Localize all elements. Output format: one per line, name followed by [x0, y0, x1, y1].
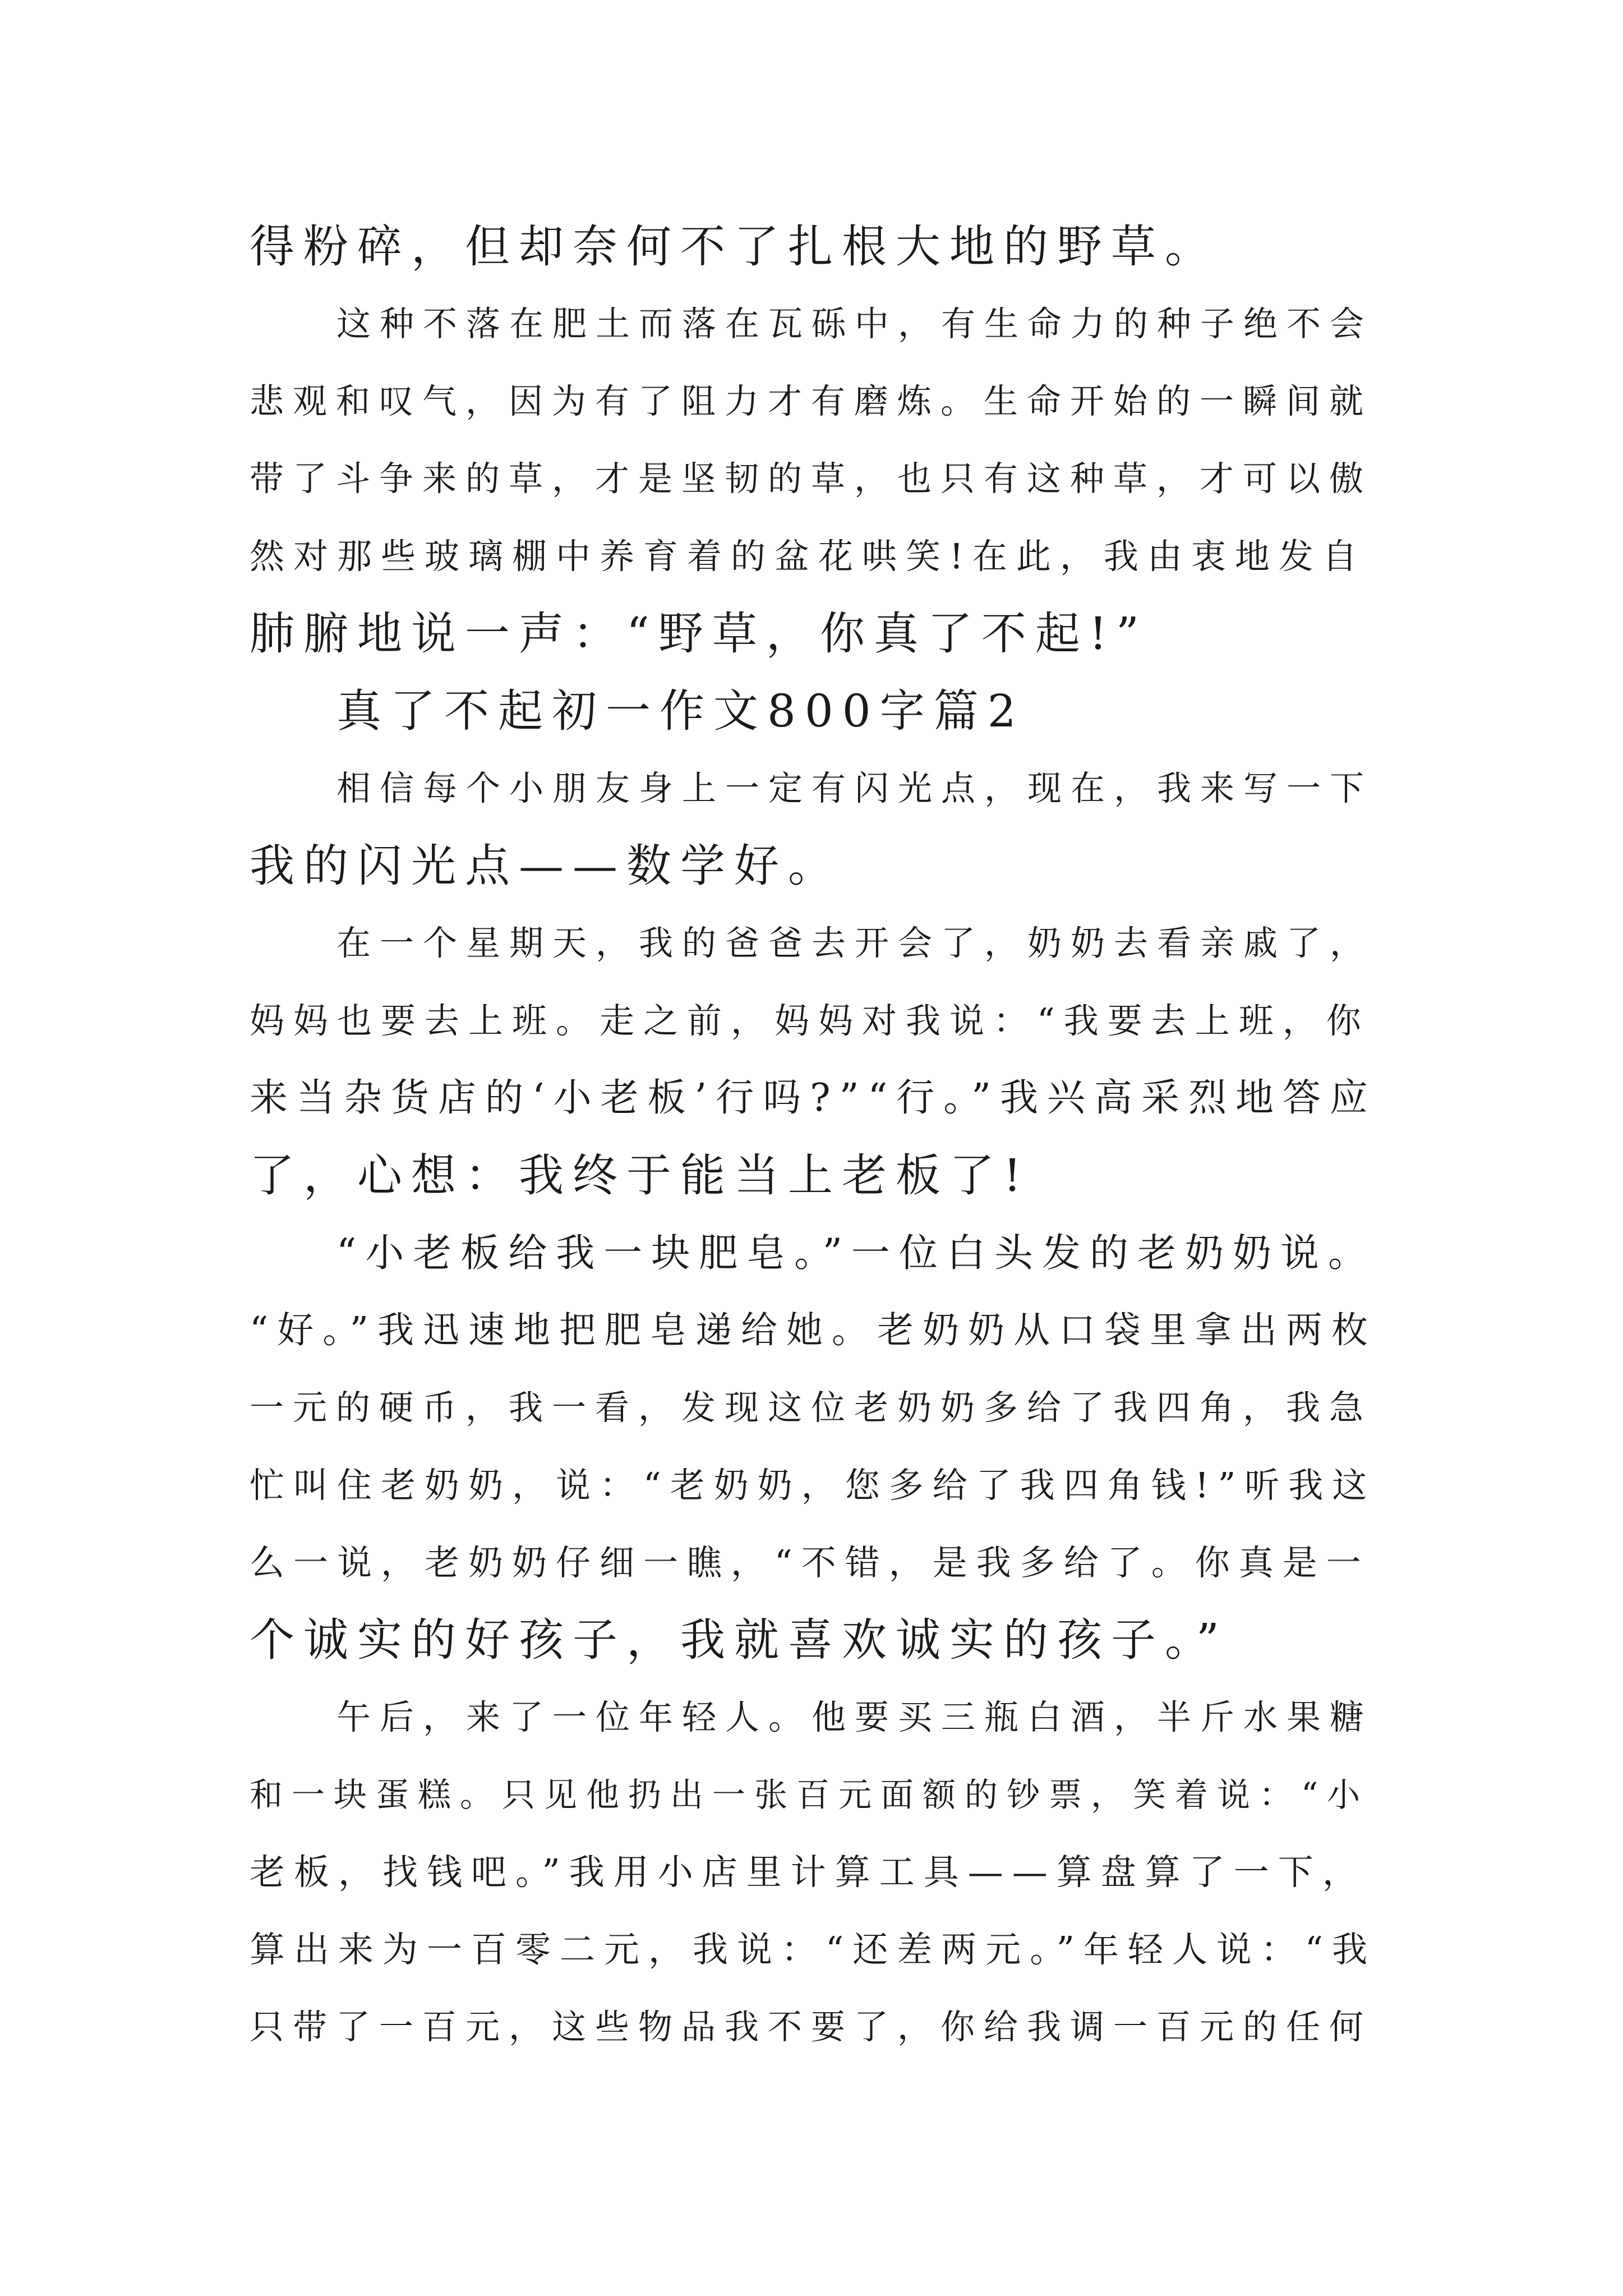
text-line: 算出来为一百零二元，我说：“还差两元。”年轻人说：“我 [250, 1929, 1377, 1970]
paragraph-first-line: 午后，来了一位年轻人。他要买三瓶白酒，半斤水果糖 [336, 1697, 1373, 1737]
text-line: 肺腑地说一声：“野草，你真了不起!” [250, 608, 1148, 660]
paragraph-first-line: 在一个星期天，我的爸爸去开会了，奶奶去看亲戚了， [336, 923, 1373, 963]
text-line: 我的闪光点——数学好。 [250, 840, 842, 892]
paragraph-first-line: 这种不落在肥土而落在瓦砾中，有生命力的种子绝不会 [336, 304, 1373, 344]
text-line: 带了斗争来的草，才是坚韧的草，也只有这种草，才可以傲 [250, 459, 1373, 499]
text-line: 个诚实的好孩子，我就喜欢诚实的孩子。” [250, 1614, 1228, 1666]
paragraph-first-line: “小老板给我一块肥皂。”一位白头发的老奶奶说。 [336, 1231, 1376, 1276]
text-line: “好。”我迅速地把肥皂递给她。老奶奶从口袋里拿出两枚 [250, 1309, 1377, 1351]
text-line: 忙叫住老奶奶，说：“老奶奶，您多给了我四角钱!”听我这 [250, 1465, 1376, 1506]
text-line: 然对那些玻璃棚中养育着的盆花哄笑!在此，我由衷地发自 [250, 536, 1366, 577]
text-line: 么一说，老奶奶仔细一瞧，“不错，是我多给了。你真是一 [250, 1542, 1370, 1583]
text-line: 老板，找钱吧。”我用小店里计算工具——算盘算了一下， [250, 1852, 1367, 1893]
paragraph-first-line: 相信每个小朋友身上一定有闪光点，现在，我来写一下 [336, 769, 1373, 808]
text-line: 得粉碎，但却奈何不了扎根大地的野草。 [250, 220, 1219, 273]
text-line: 了，心想：我终于能当上老板了! [250, 1149, 1031, 1202]
text-line: 和一块蛋糕。只见他扔出一张百元面额的钞票，笑着说：“小 [250, 1775, 1370, 1814]
text-line: 一元的硬币，我一看，发现这位老奶奶多给了我四角，我急 [250, 1388, 1373, 1428]
text-line: 只带了一百元，这些物品我不要了，你给我调一百元的任何 [250, 2007, 1373, 2047]
text-line: 悲观和叹气，因为有了阻力才有磨炼。生命开始的一瞬间就 [250, 381, 1373, 421]
section-heading: 真了不起初一作文800字篇2 [336, 685, 1025, 737]
text-line: 来当杂货店的‘小老板’行吗?”“行。”我兴高采烈地答应 [250, 1076, 1377, 1120]
text-line: 妈妈也要去上班。走之前，妈妈对我说：“我要去上班，你 [250, 1000, 1370, 1041]
